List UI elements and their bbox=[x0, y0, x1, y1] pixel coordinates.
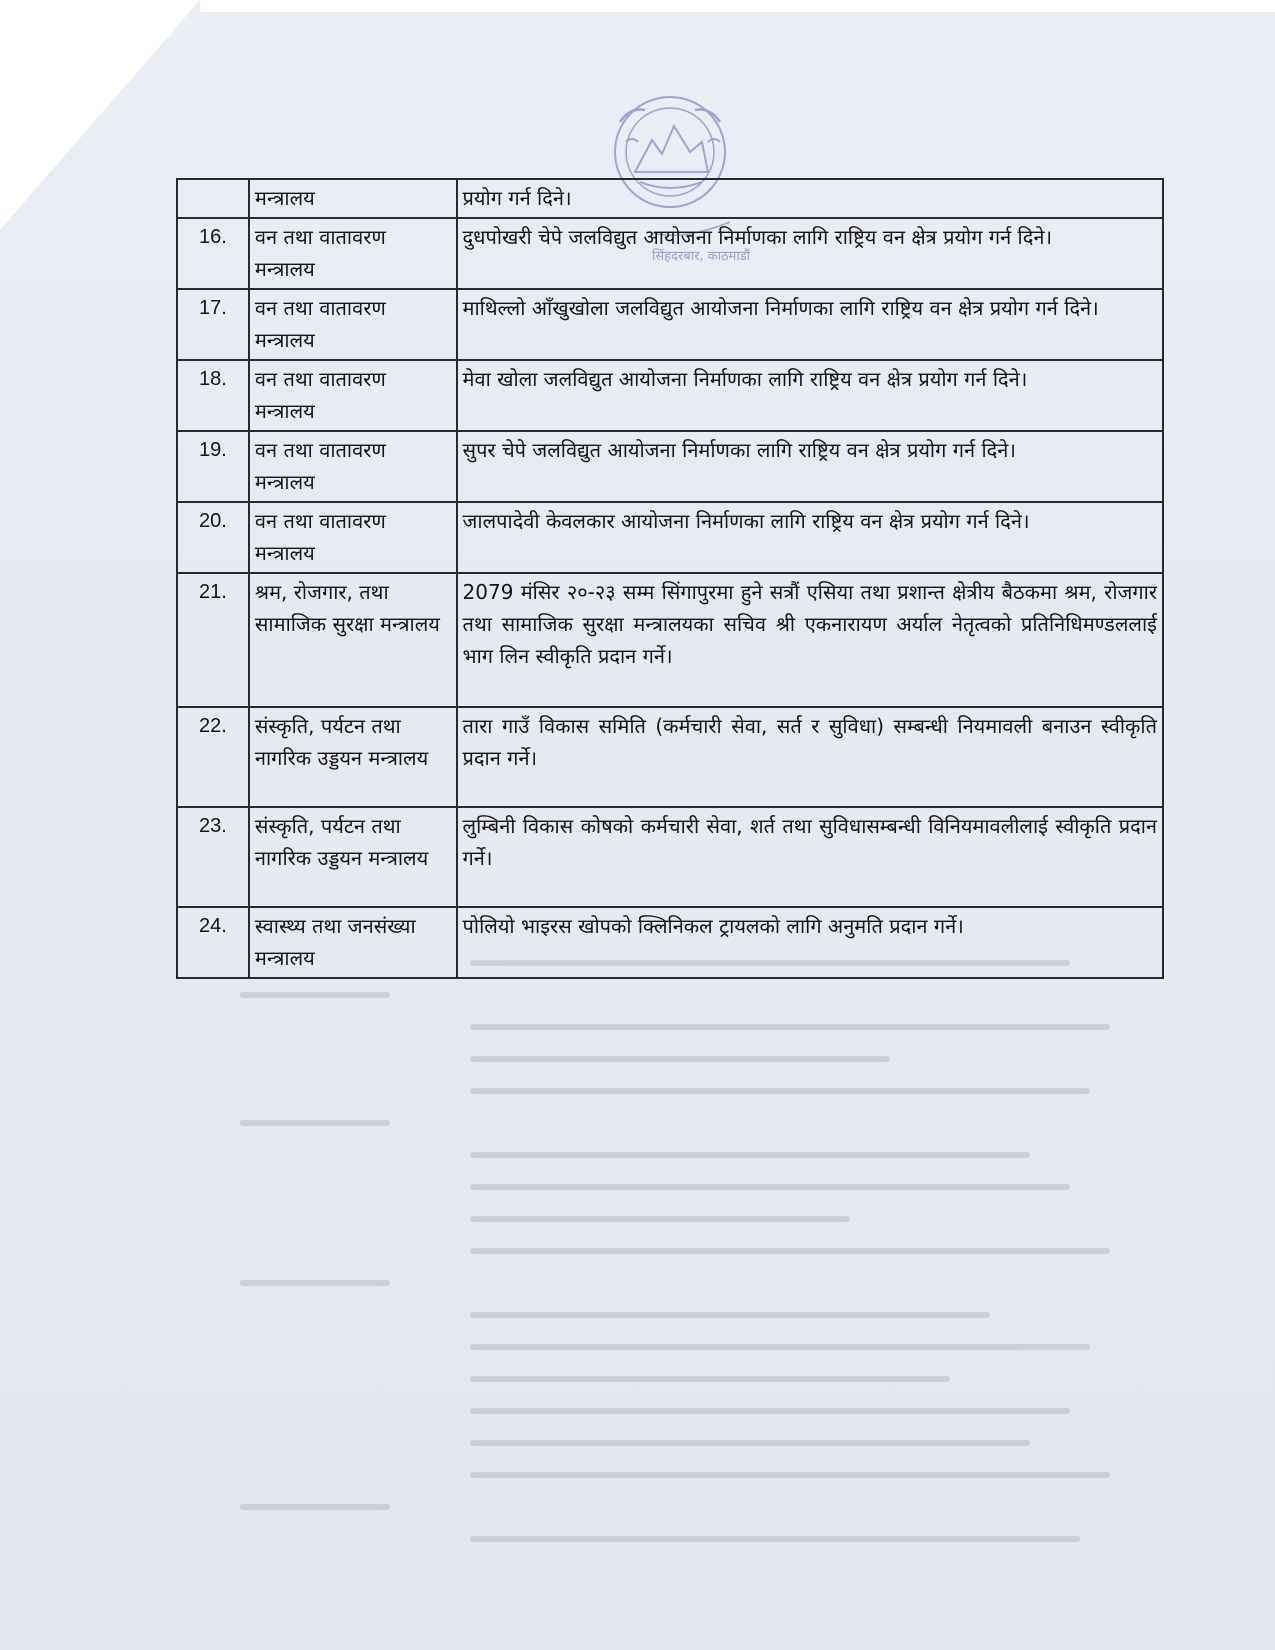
show-through-text bbox=[240, 960, 1150, 1640]
ministry-name: वन तथा वातावरण मन्त्रालय bbox=[249, 431, 457, 502]
serial-number: 17. bbox=[177, 289, 249, 360]
decision-text: मेवा खोला जलविद्युत आयोजना निर्माणका लागि राष्ट्रिय वन क्षेत्र प्रयोग गर्न दिने। bbox=[457, 360, 1163, 431]
decision-text: 2079 मंसिर २०-२३ सम्म सिंगापुरमा हुने सत्रौं एसिया तथा प्रशान्त क्षेत्रीय बैठकमा श्रम, रोजगार तथा सामाजिक सुरक्षा मन्त्रालयका सचिव श्री एकनारायण अर्याल नेतृत्वको प्रतिनिधिमण्डललाई भाग लिन स्वीकृति प्रदान गर्ने। bbox=[457, 573, 1163, 707]
decision-text: जालपादेवी केवलकार आयोजना निर्माणका लागि राष्ट्रिय वन क्षेत्र प्रयोग गर्न दिने। bbox=[457, 502, 1163, 573]
decisions-table bbox=[176, 178, 1164, 979]
serial-number: 16. bbox=[177, 218, 249, 289]
ministry-name: वन तथा वातावरण मन्त्रालय bbox=[249, 218, 457, 289]
ministry-name: श्रम, रोजगार, तथा सामाजिक सुरक्षा मन्त्रालय bbox=[249, 573, 457, 707]
serial-number: 18. bbox=[177, 360, 249, 431]
ministry-name: संस्कृति, पर्यटन तथा नागरिक उड्डयन मन्त्रालय bbox=[249, 807, 457, 907]
scan-edge bbox=[200, 0, 1275, 12]
table-row bbox=[177, 218, 1163, 289]
ministry-name: संस्कृति, पर्यटन तथा नागरिक उड्डयन मन्त्रालय bbox=[249, 707, 457, 807]
serial-number bbox=[177, 179, 249, 218]
table-row bbox=[177, 360, 1163, 431]
decision-text: पोलियो भाइरस खोपको क्लिनिकल ट्रायलको लागि अनुमति प्रदान गर्ने। bbox=[457, 907, 1163, 978]
ministry-name: स्वास्थ्य तथा जनसंख्या मन्त्रालय bbox=[249, 907, 457, 978]
table-row bbox=[177, 431, 1163, 502]
ministry-name: मन्त्रालय bbox=[249, 179, 457, 218]
table-row bbox=[177, 179, 1163, 218]
serial-number: 22. bbox=[177, 707, 249, 807]
serial-number: 21. bbox=[177, 573, 249, 707]
table-row bbox=[177, 907, 1163, 978]
decision-text: सुपर चेपे जलविद्युत आयोजना निर्माणका लागि राष्ट्रिय वन क्षेत्र प्रयोग गर्न दिने। bbox=[457, 431, 1163, 502]
table-row bbox=[177, 289, 1163, 360]
table-row bbox=[177, 807, 1163, 907]
ministry-name: वन तथा वातावरण मन्त्रालय bbox=[249, 360, 457, 431]
table-row bbox=[177, 573, 1163, 707]
decision-text: दुधपोखरी चेपे जलविद्युत आयोजना निर्माणका लागि राष्ट्रिय वन क्षेत्र प्रयोग गर्न दिने। bbox=[457, 218, 1163, 289]
serial-number: 24. bbox=[177, 907, 249, 978]
ministry-name: वन तथा वातावरण मन्त्रालय bbox=[249, 289, 457, 360]
serial-number: 23. bbox=[177, 807, 249, 907]
folded-corner bbox=[0, 0, 200, 230]
seal-text: सिंहदरबार, काठमाडौं bbox=[652, 249, 751, 264]
decision-text: लुम्बिनी विकास कोषको कर्मचारी सेवा, शर्त तथा सुविधासम्बन्धी विनियमावलीलाई स्वीकृति प्रदान गर्ने। bbox=[457, 807, 1163, 907]
decision-text: प्रयोग गर्न दिने। bbox=[457, 179, 1163, 218]
table-row bbox=[177, 707, 1163, 807]
serial-number: 20. bbox=[177, 502, 249, 573]
serial-number: 19. bbox=[177, 431, 249, 502]
decision-text: माथिल्लो आँखुखोला जलविद्युत आयोजना निर्माणका लागि राष्ट्रिय वन क्षेत्र प्रयोग गर्न दिने। bbox=[457, 289, 1163, 360]
table-row bbox=[177, 502, 1163, 573]
ministry-name: वन तथा वातावरण मन्त्रालय bbox=[249, 502, 457, 573]
decision-text: तारा गाउँ विकास समिति (कर्मचारी सेवा, सर्त र सुविधा) सम्बन्धी नियमावली बनाउन स्वीकृति प्रदान गर्ने। bbox=[457, 707, 1163, 807]
